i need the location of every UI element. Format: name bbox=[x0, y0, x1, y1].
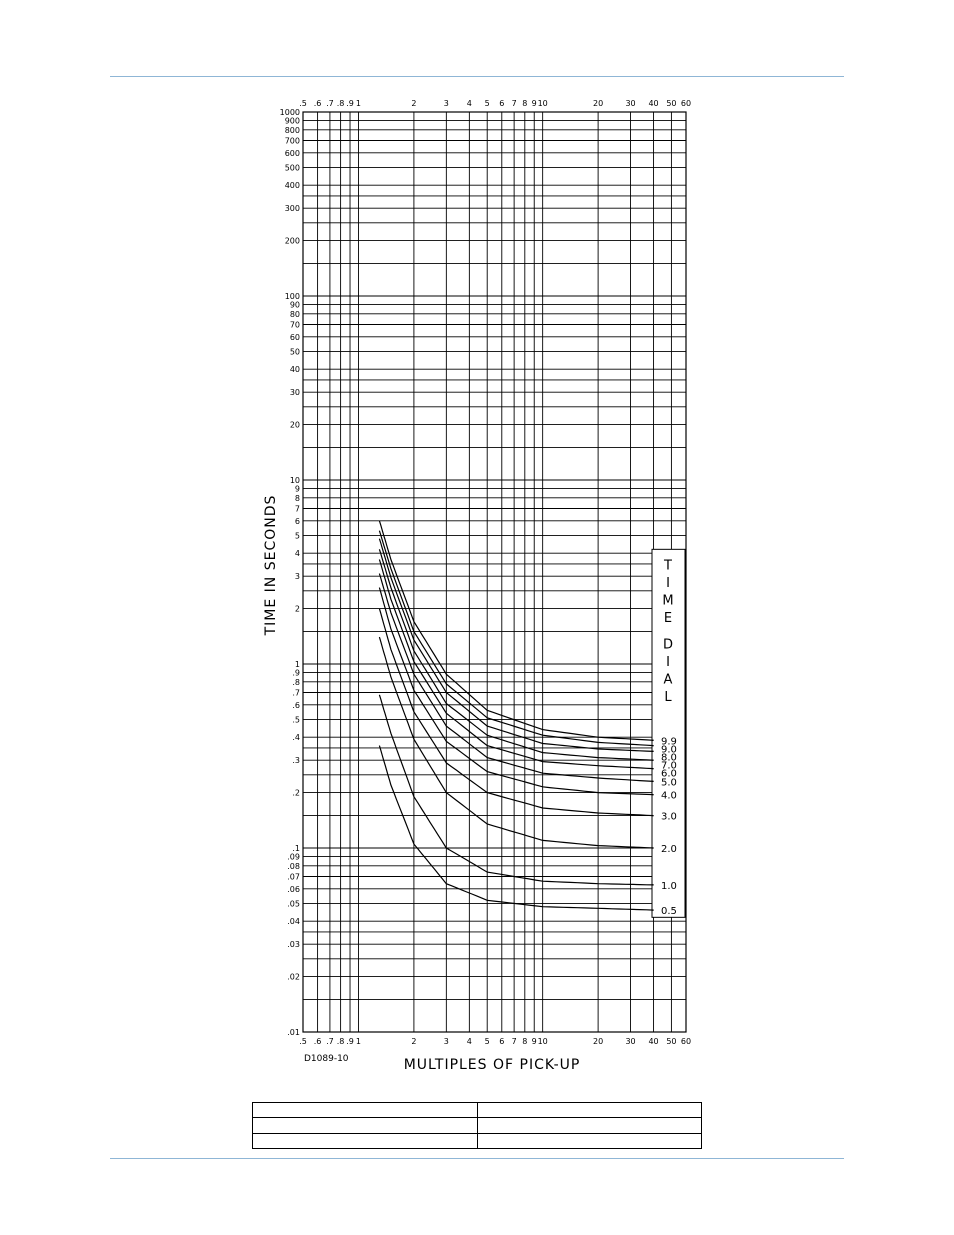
x-tick-label: .6 bbox=[313, 1037, 322, 1046]
figure-id: D1089-10 bbox=[304, 1054, 349, 1064]
time-dial-label: 6.0 bbox=[661, 768, 677, 780]
time-dial-label: 1.0 bbox=[661, 880, 677, 892]
time-dial-curve bbox=[379, 531, 653, 746]
x-tick-label: 7 bbox=[511, 99, 517, 108]
x-tick-label: 5 bbox=[484, 99, 490, 108]
time-dial-curves bbox=[379, 521, 653, 910]
y-tick-label: 1 bbox=[294, 660, 300, 669]
y-tick-label: .5 bbox=[292, 715, 300, 725]
x-tick-label: 1 bbox=[355, 1037, 361, 1046]
x-tick-label: 4 bbox=[466, 1037, 472, 1046]
x-tick-label: 7 bbox=[511, 1037, 517, 1046]
y-tick-label: .07 bbox=[287, 872, 300, 882]
time-dial-curve bbox=[379, 588, 653, 795]
y-tick-label: 100 bbox=[284, 292, 300, 301]
y-tick-label: .8 bbox=[292, 677, 300, 687]
table-cell bbox=[253, 1118, 478, 1133]
x-tick-label: 6 bbox=[499, 99, 505, 108]
x-tick-label: .8 bbox=[336, 99, 345, 108]
y-tick-label: 50 bbox=[289, 347, 300, 357]
y-tick-label: .01 bbox=[287, 1028, 300, 1037]
y-tick-label: 5 bbox=[294, 531, 300, 541]
horizontal-gridlines bbox=[303, 112, 686, 1032]
time-dial-curve bbox=[379, 609, 653, 816]
y-tick-label: .02 bbox=[287, 972, 300, 982]
x-tick-label: .7 bbox=[326, 99, 334, 108]
y-tick-label: 7 bbox=[294, 504, 300, 514]
x-tick-label: 30 bbox=[625, 99, 636, 108]
y-tick-label: .4 bbox=[292, 733, 300, 743]
x-tick-label: .5 bbox=[299, 1037, 307, 1046]
y-tick-label: .6 bbox=[292, 700, 300, 710]
y-tick-label: 30 bbox=[289, 388, 300, 398]
y-tick-label: 8 bbox=[294, 493, 300, 503]
y-tick-label: 90 bbox=[289, 300, 300, 310]
y-tick-label: 2 bbox=[294, 604, 300, 614]
y-tick-label: 20 bbox=[289, 420, 300, 430]
x-tick-label: 60 bbox=[680, 99, 692, 108]
time-dial-curve bbox=[379, 746, 653, 911]
y-tick-label: 800 bbox=[284, 125, 300, 135]
time-dial-curve bbox=[379, 549, 653, 760]
y-tick-label: .05 bbox=[287, 899, 300, 909]
x-tick-label: 60 bbox=[680, 1037, 692, 1046]
y-tick-label: .1 bbox=[292, 844, 300, 853]
y-tick-label: 70 bbox=[289, 320, 300, 330]
x-tick-label: 50 bbox=[666, 1037, 677, 1046]
y-tick-label: 6 bbox=[294, 516, 300, 526]
time-dial-label: 9.0 bbox=[661, 744, 677, 756]
x-tick-label: 20 bbox=[593, 99, 604, 108]
time-dial-label: 8.0 bbox=[661, 752, 677, 764]
legend-title-letter: E bbox=[663, 610, 673, 626]
x-tick-label: 9 bbox=[531, 99, 537, 108]
x-tick-label: 6 bbox=[499, 1037, 505, 1046]
y-tick-label: 3 bbox=[294, 572, 300, 582]
table-cell bbox=[477, 1133, 702, 1148]
time-dial-curve bbox=[379, 637, 653, 848]
x-tick-label: .6 bbox=[313, 99, 322, 108]
x-tick-label: 40 bbox=[648, 1037, 659, 1046]
x-tick-label: 2 bbox=[411, 1037, 417, 1046]
y-tick-label: 300 bbox=[284, 204, 300, 214]
legend-title-letter: I bbox=[666, 654, 670, 670]
x-tick-label: 20 bbox=[593, 1037, 604, 1046]
y-tick-label: 500 bbox=[284, 163, 300, 173]
x-tick-label: .9 bbox=[346, 1037, 354, 1046]
y-tick-label: .03 bbox=[287, 940, 300, 950]
y-tick-label: 400 bbox=[284, 181, 300, 191]
y-tick-label: 40 bbox=[289, 365, 300, 375]
x-tick-label: 10 bbox=[537, 99, 548, 108]
blank-table bbox=[252, 1102, 702, 1149]
legend-title-letter: M bbox=[662, 593, 674, 609]
x-tick-labels-top bbox=[299, 99, 691, 108]
x-tick-label: 30 bbox=[625, 1037, 636, 1046]
y-tick-label: .09 bbox=[287, 852, 300, 862]
x-tick-label: 8 bbox=[522, 1037, 528, 1046]
x-tick-label: .7 bbox=[326, 1037, 334, 1046]
time-dial-label: 4.0 bbox=[661, 790, 677, 802]
x-tick-label: 50 bbox=[666, 99, 677, 108]
legend-title-letter: T bbox=[664, 558, 672, 574]
footer-rule bbox=[110, 1158, 844, 1159]
y-tick-label: 10 bbox=[289, 476, 300, 485]
x-tick-label: 2 bbox=[411, 99, 417, 108]
time-dial-legend bbox=[652, 549, 685, 917]
y-tick-label: .2 bbox=[292, 788, 300, 798]
legend-title-letter: D bbox=[662, 637, 674, 653]
y-tick-label: 80 bbox=[289, 309, 300, 319]
plot-frame bbox=[303, 112, 686, 1032]
x-tick-label: .8 bbox=[336, 1037, 345, 1046]
y-tick-label: .3 bbox=[292, 756, 300, 766]
table-cell bbox=[477, 1118, 702, 1133]
time-dial-label: 9.9 bbox=[661, 736, 677, 748]
x-tick-label: 1 bbox=[355, 99, 361, 108]
x-tick-label: 40 bbox=[648, 99, 659, 108]
time-dial-label: 5.0 bbox=[661, 777, 677, 789]
y-tick-label: .08 bbox=[287, 861, 300, 871]
legend-title-letter: A bbox=[663, 672, 673, 688]
y-tick-label: 9 bbox=[294, 484, 300, 494]
x-tick-label: 3 bbox=[443, 99, 449, 108]
time-dial-curve bbox=[379, 521, 653, 741]
y-tick-label: .7 bbox=[292, 688, 300, 698]
y-tick-label: 4 bbox=[294, 549, 300, 559]
y-tick-label: .04 bbox=[287, 917, 300, 927]
x-tick-label: 5 bbox=[484, 1037, 490, 1046]
y-tick-label: 900 bbox=[284, 116, 300, 126]
x-tick-label: .9 bbox=[346, 99, 354, 108]
time-dial-label: 3.0 bbox=[661, 811, 677, 823]
x-tick-labels-bottom bbox=[299, 1037, 691, 1046]
time-dial-label: 2.0 bbox=[661, 844, 677, 855]
y-tick-label: .9 bbox=[292, 668, 300, 678]
time-dial-label: 0.5 bbox=[661, 906, 677, 918]
time-dial-label: 7.0 bbox=[661, 760, 677, 772]
x-tick-label: 8 bbox=[522, 99, 528, 108]
vertical-gridlines bbox=[303, 112, 686, 1032]
x-tick-label: 10 bbox=[537, 1037, 548, 1046]
legend-title-letter: I bbox=[666, 575, 670, 591]
y-tick-label: .06 bbox=[287, 884, 300, 894]
y-tick-label: 60 bbox=[289, 332, 300, 342]
legend-title-letter: L bbox=[664, 689, 672, 705]
x-tick-label: 4 bbox=[466, 99, 472, 108]
x-tick-label: 9 bbox=[531, 1037, 537, 1046]
y-tick-label: 1000 bbox=[279, 108, 300, 117]
table-cell bbox=[253, 1133, 478, 1148]
y-tick-labels bbox=[280, 108, 300, 1037]
table-cell bbox=[253, 1103, 478, 1118]
y-tick-label: 200 bbox=[284, 236, 300, 246]
x-tick-label: 3 bbox=[443, 1037, 449, 1046]
y-tick-label: 600 bbox=[284, 148, 300, 158]
x-tick-label: .5 bbox=[299, 99, 307, 108]
x-axis-title: MULTIPLES OF PICK-UP bbox=[403, 1057, 581, 1073]
table-cell bbox=[477, 1103, 702, 1118]
y-axis-title: TIME IN SECONDS bbox=[263, 494, 279, 636]
y-tick-label: 700 bbox=[284, 136, 300, 146]
